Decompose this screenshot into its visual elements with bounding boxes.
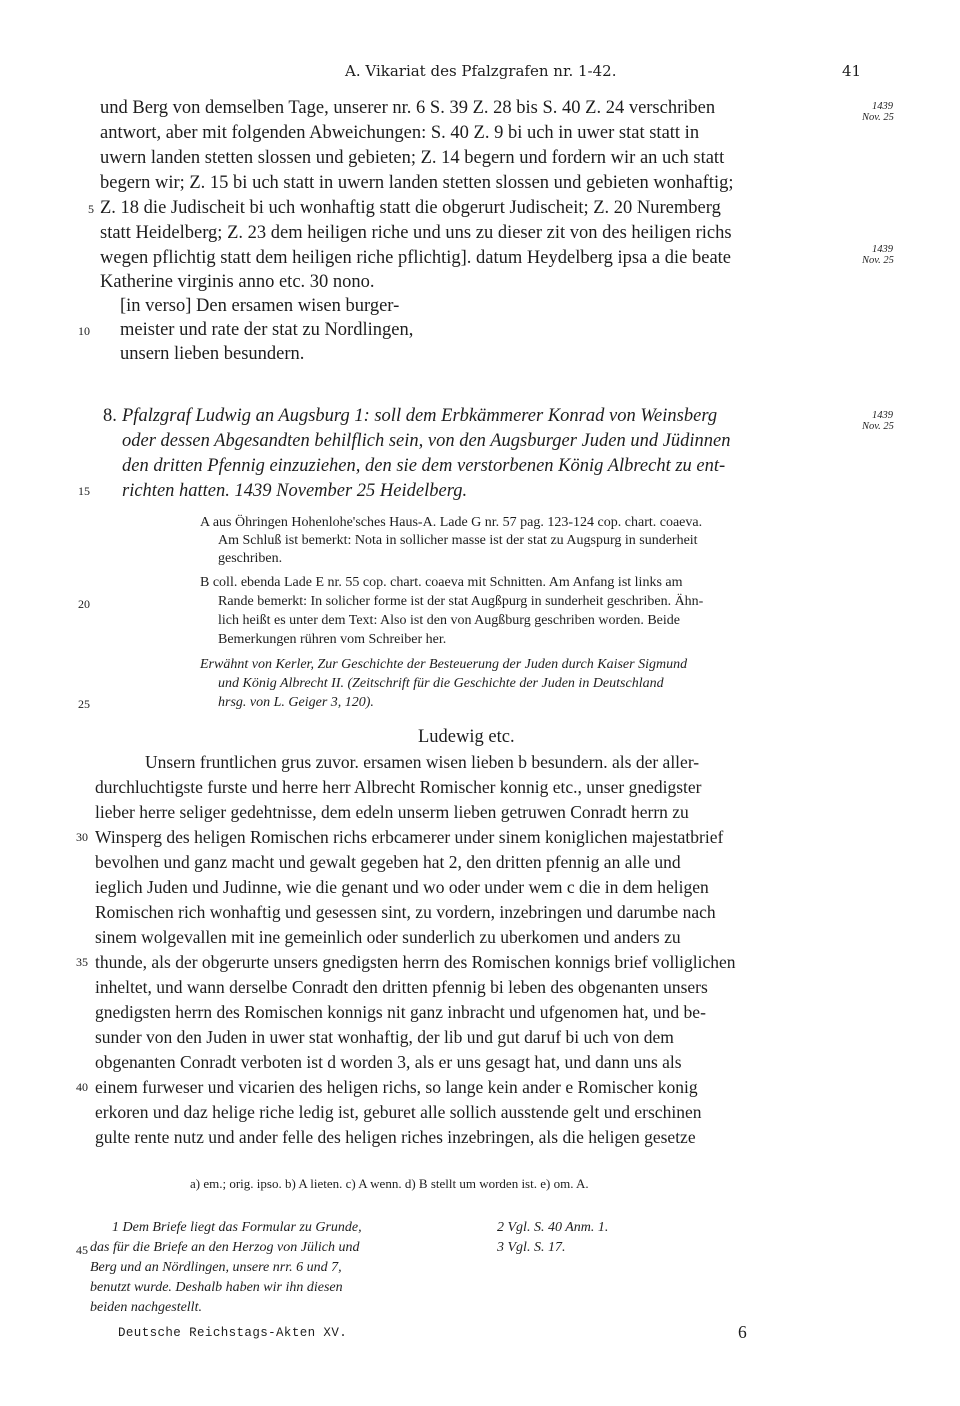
line-number: 5 [88,202,94,216]
running-title: A. Vikariat des Pfalzgrafen nr. 1-42. [345,62,617,80]
margin-year: 1439 [872,410,893,421]
margin-date [862,410,894,432]
footnote-line: Berg und an Nördlingen, unsere nrr. 6 und 7, [90,1260,342,1275]
line-number: 30 [76,830,88,844]
text-line: begern wir; Z. 15 bi uch statt in uwern landen stetten slossen und gebieten wonhaftig; [100,173,734,193]
line-number: 15 [78,484,90,498]
source-line: lich heißt es unter dem Text: Also ist den von Augßburg geschriben worden. Beide [218,613,680,628]
source-line: und König Albrecht II. (Zeitschrift für die Geschichte der Juden in Deutschland [218,676,664,691]
series-signature: Deutsche Reichstags-Akten XV. [118,1326,348,1340]
body-line: sunder von den Juden in uwer stat wonhaftig, der lib und gut daruf bi uch von dem [95,1027,674,1047]
margin-day: Nov. 25 [862,421,894,432]
text-line: [in verso] Den ersamen wisen burger- [120,296,400,316]
text-line: Z. 18 die Judischeit bi uch wonhaftig statt die obgerurt Judischeit; Z. 20 Nuremberg [100,198,721,218]
margin-day: Nov. 25 [862,112,894,123]
page-number: 41 [842,62,862,80]
line-number: 40 [76,1080,88,1094]
text-line: unsern lieben besundern. [120,344,305,364]
source-line: Bemerkungen rühren vom Schreiber her. [218,632,447,647]
source-line: Rande bemerkt: In solicher forme ist der stat Augßpurg in sunderheit geschriben. Ähn- [218,594,704,609]
text-line: statt Heidelberg; Z. 23 dem heiligen riche und uns zu dieser zit von des heiligen richs [100,223,732,243]
text-line: uwern landen stetten slossen und gebieten; Z. 14 begern und fordern wir an uch statt [100,148,725,168]
source-line: hrsg. von L. Geiger 3, 120). [218,695,374,710]
source-line: A aus Öhringen Hohenlohe'sches Haus-A. Lade G nr. 57 pag. 123-124 cop. chart. coaeva. [200,515,703,530]
text-line: Katherine virginis anno etc. 30 nono. [100,272,375,292]
footnote-line: das für die Briefe an den Herzog von Jülich und [90,1240,360,1255]
body-line: thunde, als der obgerurte unsers gnedigsten herrn des Romischen konnigs brief volliglichen [95,952,736,972]
margin-day: Nov. 25 [862,255,894,266]
body-line: gulte rente nutz und ander felle des heligen riches inzebringen, als die heligen gesetze [95,1127,696,1147]
margin-year: 1439 [872,244,893,255]
body-line: erkoren und daz helige riche ledig ist, geburet alle sollich ausstende gelt und erschinen [95,1102,702,1122]
heading-line: oder dessen Abgesandten behilflich sein, von den Augsburger Juden und Jüdinnen [122,431,731,451]
line-number: 10 [78,324,90,338]
sheet-signature: 6 [738,1322,747,1342]
line-number: 45 [76,1243,88,1257]
body-line: Winsperg des heligen Romischen richs erbcamerer under sinem koniglichen majestatbrief [95,827,724,847]
body-line: obgenanten Conradt verboten ist d worden 3, als er uns gesagt hat, und dann uns als [95,1052,682,1072]
text-line: antwort, aber mit folgenden Abweichungen: S. 40 Z. 9 bi uch in uwer stat statt in [100,123,700,143]
critical-apparatus: a) em.; orig. ipso. b) A lieten. c) A wenn. d) B stellt um worden ist. e) om. A. [190,1176,589,1191]
footnote-line: 1 Dem Briefe liegt das Formular zu Grunde, [112,1220,362,1235]
body-line: durchluchtigste furste und herre herr Albrecht Romischer konnig etc., unser gnedigster [95,777,702,797]
heading-line: Pfalzgraf Ludwig an Augsburg 1: soll dem Erbkämmerer Konrad von Weinsberg [122,406,718,426]
footnote-line: 2 Vgl. S. 40 Anm. 1. [497,1220,609,1235]
text-line: und Berg von demselben Tage, unserer nr. 6 S. 39 Z. 28 bis S. 40 Z. 24 verschriben [100,98,716,118]
body-line: inheltet, und wann derselbe Conradt den dritten pfennig bi leben des obgenanten unsers [95,977,708,997]
footnote-line: benutzt wurde. Deshalb haben wir ihn diesen [90,1280,343,1295]
text-line: wegen pflichtig statt dem heiligen riche pflichtig]. datum Heydelberg ipsa a die beate [100,248,732,268]
body-line: gnedigsten herrn des Romischen konnigs nit ganz inbracht und ufgenomen hat, und be- [95,1002,706,1022]
body-line: Unsern fruntlichen grus zuvor. ersamen wisen lieben b besundern. als der aller- [145,752,700,772]
line-number: 35 [76,955,88,969]
body-line: bevolhen und ganz macht und gewalt gegeben hat 2, den dritten pfennig an alle und [95,852,681,872]
footnote-line: beiden nachgestellt. [90,1300,202,1315]
footnote-line: 3 Vgl. S. 17. [497,1240,566,1255]
body-line: sinem wolgevallen mit ine gemeinlich oder sunderlich zu uberkomen und anders zu [95,927,681,947]
source-line: B coll. ebenda Lade E nr. 55 cop. chart. coaeva mit Schnitten. Am Anfang ist links am [200,575,683,590]
source-line: Erwähnt von Kerler, Zur Geschichte der Besteuerung der Juden durch Kaiser Sigmund [200,657,688,672]
margin-date [862,244,894,266]
source-line: geschriben. [218,551,283,566]
body-line: einem furweser und vicarien des heligen richs, so lange kein ander e Romischer konig [95,1077,698,1097]
line-number: 20 [78,597,90,611]
body-line: ieglich Juden und Judinne, wie die genant und wo oder under wem c die in dem heligen [95,877,709,897]
body-line: Romischen rich wonhaftig und gesessen sint, zu vordern, inzebringen und darumbe nach [95,902,716,922]
heading-line: richten hatten. 1439 November 25 Heidelberg. [122,481,468,501]
line-number: 25 [78,697,90,711]
heading-line: den dritten Pfennig einzuziehen, den sie dem verstorbenen König Albrecht zu ent- [122,456,726,476]
margin-year: 1439 [872,101,893,112]
body-line: lieber herre seliger gedehtnisse, dem edeln unserm lieben getruwen Conradt herrn zu [95,802,689,822]
salutation: Ludewig etc. [418,727,515,747]
margin-date [862,101,894,123]
text-line: meister und rate der stat zu Nordlingen, [120,320,414,340]
source-line: Am Schluß ist bemerkt: Nota in sollicher masse ist der stat zu Augspurg in sunderheit [218,533,698,548]
document-number: 8. [103,406,117,426]
